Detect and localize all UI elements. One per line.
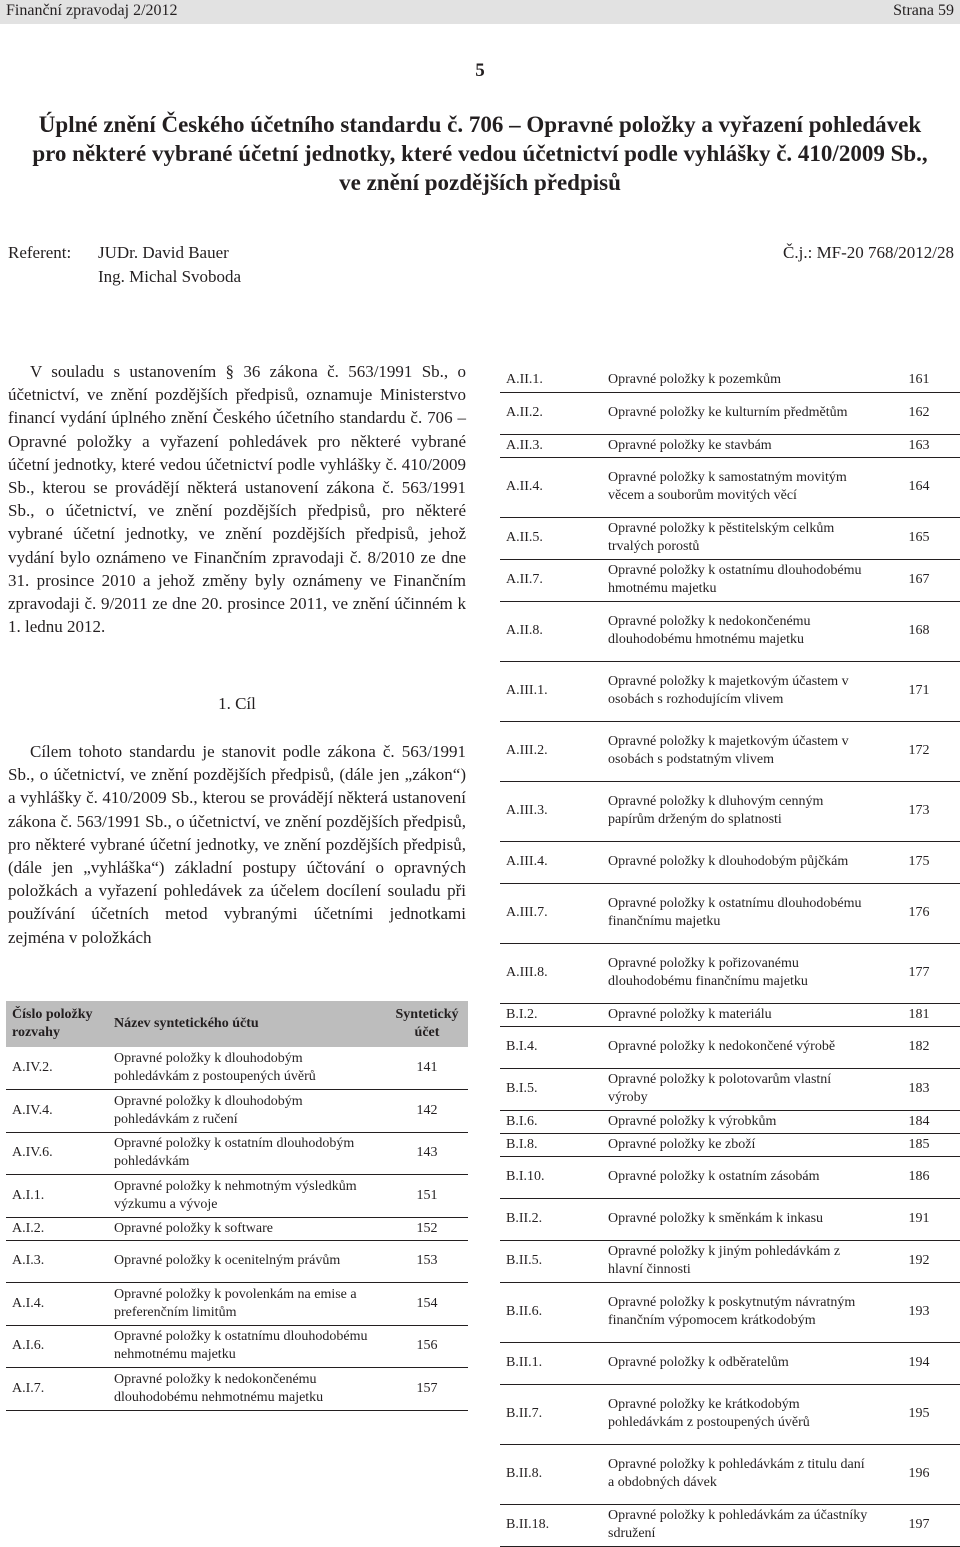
item-code: A.I.2. xyxy=(12,1220,45,1236)
account-number: 151 xyxy=(416,1187,438,1203)
table-row xyxy=(500,721,960,781)
account-name: Opravné položky k poskytnutým návratným finančním výpomocem krátkodobým xyxy=(608,1295,856,1328)
table-row xyxy=(500,1504,960,1546)
account-number: 142 xyxy=(416,1102,438,1118)
table-row xyxy=(500,434,960,457)
account-number: 194 xyxy=(908,1355,930,1370)
item-code: B.I.5. xyxy=(506,1081,538,1096)
item-code: B.I.6. xyxy=(506,1113,538,1129)
table-row xyxy=(500,1110,960,1133)
table-row xyxy=(500,457,960,517)
item-code: A.II.7. xyxy=(506,572,543,587)
item-code: B.I.4. xyxy=(506,1039,538,1054)
account-number: 184 xyxy=(908,1113,930,1129)
col-header-account: Syntetický účet xyxy=(386,1001,468,1047)
title-line: ve znění pozdějších předpisů xyxy=(339,170,621,195)
account-name: Opravné položky k dlouhodobým pohledávkám z ručení xyxy=(114,1093,303,1127)
item-code: A.II.2. xyxy=(506,405,543,420)
item-code: B.II.1. xyxy=(506,1355,543,1370)
account-name: Opravné položky k pohledávkám za účastníky sdružení xyxy=(608,1508,868,1541)
goal-heading: 1. Cíl xyxy=(218,694,256,713)
table-row xyxy=(6,1047,468,1090)
referent-name-2: Ing. Michal Svoboda xyxy=(98,267,242,286)
account-name: Opravné položky k samostatným movitým věcem a souborům movitých věcí xyxy=(608,470,847,503)
title-line: pro některé vybrané účetní jednotky, které vedou účetnictví podle vyhlášky č. 410/2009 Sb., xyxy=(32,141,928,166)
table-row xyxy=(500,1240,960,1282)
account-name: Opravné položky k jiným pohledávkám z hlavní činnosti xyxy=(608,1244,841,1277)
intro-paragraph: V souladu s ustanovením § 36 zákona č. 563/1991 Sb., o účetnictví, ve znění pozdějších předpisů, oznamuje Ministerstvo financí vydání úplného znění Českého účetního standardu č. 706 – Opravné položky a vyřazení pohledávek pro některé vybrané účetní jednotky, které vedou účetnictví podle vyhlášky č. 410/2009 Sb., kterou se provádějí některá ustanovení zákona č. 563/1991 Sb., o účetnictví, ve znění pozdějších předpisů, pro některé vybrané účetní jednotky, ve znění pozdějších předpisů, jehož vydání bylo oznámeno ve Finančním zpravodaji č. 8/2010 ze dne 31. prosince 2010 a jehož změny byly oznámeny ve Finančním zpravodaji č. 9/2011 ze dne 20. prosince 2011, ve znění účinném k 1. lednu 2012. xyxy=(8,362,466,637)
table-row xyxy=(500,1068,960,1110)
table-row xyxy=(500,392,960,434)
account-number: 182 xyxy=(908,1039,930,1054)
item-code: B.II.5. xyxy=(506,1253,543,1268)
left-accounts-table xyxy=(6,1001,468,1411)
account-number: 161 xyxy=(908,372,930,388)
document-title xyxy=(0,110,960,197)
account-name: Opravné položky k směnkám k inkasu xyxy=(608,1211,824,1226)
section-number: 5 xyxy=(475,60,485,81)
account-name: Opravné položky k povolenkám na emise a preferenčním limitům xyxy=(114,1286,357,1320)
item-code: A.I.3. xyxy=(12,1253,45,1269)
account-name: Opravné položky k nedokončenému dlouhodobému nehmotnému majetku xyxy=(114,1371,324,1405)
account-name: Opravné položky k pozemkům xyxy=(608,372,782,388)
col-header-item: Číslo položky rozvahy xyxy=(6,1001,108,1047)
table-row xyxy=(500,883,960,943)
table-row xyxy=(6,1283,468,1326)
account-number: 177 xyxy=(908,965,930,980)
account-name: Opravné položky k dlouhodobým půjčkám xyxy=(608,854,849,869)
item-code: B.II.8. xyxy=(506,1466,543,1481)
table-row xyxy=(6,1240,468,1283)
item-code: B.I.2. xyxy=(506,1006,538,1022)
account-number: 173 xyxy=(908,803,930,818)
referent-label: Referent: xyxy=(8,243,72,262)
account-number: 153 xyxy=(416,1253,438,1269)
item-code: B.I.10. xyxy=(506,1169,545,1184)
left-table-body xyxy=(6,1047,468,1410)
account-name: Opravné položky k majetkovým účastem v osobách s podstatným vlivem xyxy=(608,734,849,767)
account-name: Opravné položky k nehmotným výsledkům výzkumu a vývoje xyxy=(114,1178,357,1212)
table-row xyxy=(6,1132,468,1175)
account-number: 172 xyxy=(908,743,930,758)
account-name: Opravné položky k ostatnímu dlouhodobému hmotnému majetku xyxy=(608,563,862,596)
account-name: Opravné položky k nedokončené výrobě xyxy=(608,1039,836,1054)
account-number: 193 xyxy=(908,1304,930,1319)
item-code: A.IV.6. xyxy=(12,1145,53,1161)
account-number: 163 xyxy=(908,437,930,453)
account-number: 141 xyxy=(416,1060,438,1075)
table-row xyxy=(500,1384,960,1444)
account-name: Opravné položky k ostatním zásobám xyxy=(608,1169,820,1184)
account-name: Opravné položky k ostatnímu dlouhodobému nehmotnému majetku xyxy=(114,1329,368,1363)
right-table-body xyxy=(500,369,960,1546)
account-name: Opravné položky ke kulturním předmětům xyxy=(608,405,848,420)
account-number: 197 xyxy=(908,1517,930,1532)
item-code: B.II.18. xyxy=(506,1517,550,1532)
item-code: A.II.5. xyxy=(506,530,543,545)
account-number: 156 xyxy=(416,1338,438,1354)
table-row xyxy=(500,1444,960,1504)
account-number: 191 xyxy=(908,1211,930,1226)
item-code: A.I.7. xyxy=(12,1380,45,1396)
item-code: A.III.1. xyxy=(506,683,548,698)
account-name: Opravné položky ke zboží xyxy=(608,1136,756,1152)
account-number: 195 xyxy=(908,1406,930,1421)
table-row xyxy=(500,1133,960,1156)
account-number: 176 xyxy=(908,905,930,920)
account-number: 143 xyxy=(416,1145,438,1161)
account-number: 196 xyxy=(908,1466,930,1481)
title-line: Úplné znění Českého účetního standardu č. 706 – Opravné položky a vyřazení pohledávek xyxy=(38,112,922,137)
account-name: Opravné položky k ostatním dlouhodobým pohledávkám xyxy=(114,1136,355,1170)
account-name: Opravné položky k pěstitelským celkům trvalých porostů xyxy=(608,521,835,554)
account-name: Opravné položky k ocenitelným právům xyxy=(114,1253,341,1269)
table-row xyxy=(500,559,960,601)
referent-name-1: JUDr. David Bauer xyxy=(98,243,229,262)
table-row xyxy=(500,601,960,661)
table-row xyxy=(6,1175,468,1218)
item-code: A.III.4. xyxy=(506,854,548,869)
table-row xyxy=(500,943,960,1003)
reference-number: Č.j.: MF-20 768/2012/28 xyxy=(783,243,954,262)
account-number: 162 xyxy=(908,405,930,420)
item-code: A.II.1. xyxy=(506,372,543,388)
table-row xyxy=(500,1003,960,1026)
journal-name: Finanční zpravodaj 2/2012 xyxy=(6,2,178,19)
account-name: Opravné položky k majetkovým účastem v osobách s rozhodujícím vlivem xyxy=(608,674,849,707)
table-row xyxy=(500,517,960,559)
account-number: 157 xyxy=(416,1380,438,1396)
account-number: 181 xyxy=(908,1006,930,1022)
table-row xyxy=(500,661,960,721)
item-code: A.I.6. xyxy=(12,1338,45,1354)
item-code: A.II.8. xyxy=(506,623,543,638)
account-number: 171 xyxy=(908,683,930,698)
account-number: 185 xyxy=(908,1136,930,1152)
account-number: 192 xyxy=(908,1253,930,1268)
table-row xyxy=(500,781,960,841)
table-row xyxy=(500,841,960,883)
account-name: Opravné položky k dluhovým cenným papírům drženým do splatnosti xyxy=(608,794,824,827)
right-accounts-table xyxy=(500,369,960,1547)
table-row xyxy=(500,369,960,392)
account-number: 186 xyxy=(908,1169,930,1184)
item-code: B.II.6. xyxy=(506,1304,543,1319)
account-number: 164 xyxy=(908,479,930,494)
table-row xyxy=(6,1325,468,1368)
item-code: B.II.2. xyxy=(506,1211,543,1226)
account-name: Opravné položky k software xyxy=(114,1220,274,1236)
item-code: B.II.7. xyxy=(506,1406,543,1421)
account-number: 167 xyxy=(908,572,930,587)
page-number: Strana 59 xyxy=(893,2,954,19)
col-header-name: Název syntetického účtu xyxy=(108,1001,386,1047)
account-name: Opravné položky k nedokončenému dlouhodobému hmotnému majetku xyxy=(608,614,811,647)
account-name: Opravné položky k výrobkům xyxy=(608,1113,777,1129)
account-name: Opravné položky ke krátkodobým pohledávkám z postoupených úvěrů xyxy=(608,1397,810,1430)
table-row xyxy=(6,1090,468,1133)
account-number: 175 xyxy=(908,854,930,869)
item-code: A.II.4. xyxy=(506,479,543,494)
table-row xyxy=(500,1026,960,1068)
account-number: 183 xyxy=(908,1081,930,1096)
goal-paragraph: Cílem tohoto standardu je stanovit podle zákona č. 563/1991 Sb., o účetnictví, ve znění pozdějších předpisů, (dále jen „zákon“) a vyhlášky č. 410/2009 Sb., kterou se provádějí některá ustanovení zákona č. 563/1991 Sb., o účetnictví, ve znění pozdějších předpisů, pro některé vybrané účetní jednotky, ve znění pozdějších předpisů, (dále jen „vyhláška“) základní postupy účtování o opravných položkách a vyřazení pohledávek za účelem docílení souladu při používání účetních metod vybranými účetními jednotkami zejména v položkách xyxy=(8,742,466,947)
account-number: 152 xyxy=(416,1220,438,1236)
item-code: A.I.1. xyxy=(12,1187,45,1203)
item-code: B.I.8. xyxy=(506,1136,538,1152)
item-code: A.III.2. xyxy=(506,743,548,758)
account-name: Opravné položky k pořizovanému dlouhodobému finančnímu majetku xyxy=(608,956,808,989)
item-code: A.III.3. xyxy=(506,803,548,818)
item-code: A.I.4. xyxy=(12,1295,45,1311)
table-row xyxy=(6,1368,468,1411)
account-name: Opravné položky k materiálu xyxy=(608,1006,772,1022)
item-code: A.IV.2. xyxy=(12,1060,53,1075)
table-row xyxy=(500,1342,960,1384)
account-name: Opravné položky k polotovarům vlastní výroby xyxy=(608,1072,832,1105)
account-name: Opravné položky k odběratelům xyxy=(608,1355,789,1370)
table-row xyxy=(500,1156,960,1198)
account-name: Opravné položky ke stavbám xyxy=(608,437,772,453)
item-code: A.II.3. xyxy=(506,437,543,453)
item-code: A.III.7. xyxy=(506,905,548,920)
account-number: 168 xyxy=(908,623,930,638)
account-number: 165 xyxy=(908,530,930,545)
account-name: Opravné položky k dlouhodobým pohledávkám z postoupených úvěrů xyxy=(114,1051,316,1084)
account-name: Opravné položky k pohledávkám z titulu daní a obdobných dávek xyxy=(608,1457,865,1490)
item-code: A.III.8. xyxy=(506,965,548,980)
table-row xyxy=(6,1217,468,1240)
account-number: 154 xyxy=(416,1295,438,1311)
account-name: Opravné položky k ostatnímu dlouhodobému finančnímu majetku xyxy=(608,896,862,929)
table-row xyxy=(500,1282,960,1342)
table-row xyxy=(500,1198,960,1240)
item-code: A.IV.4. xyxy=(12,1102,53,1118)
